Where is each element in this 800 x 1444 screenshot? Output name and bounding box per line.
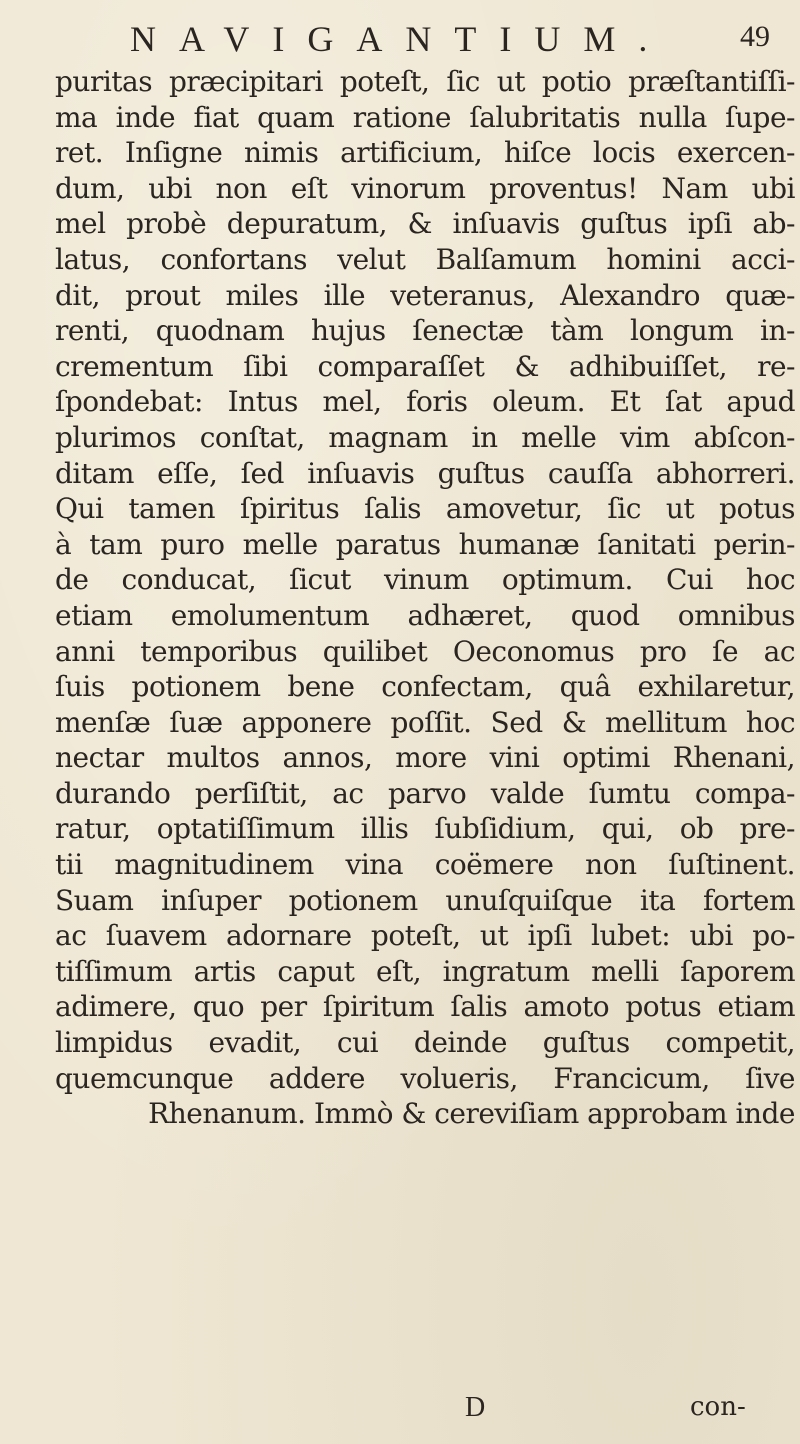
text-line: ret. Inſigne nimis artificium, hiſce locis exercen- — [55, 136, 795, 170]
signature-mark: D — [465, 1392, 486, 1423]
text-line: renti, quodnam hujus ſenectæ tàm longum in- — [55, 314, 795, 348]
text-line: tiſſimum artis caput eſt, ingratum melli ſaporem — [55, 954, 795, 988]
text-line: adimere, quo per ſpiritum ſalis amoto potus etiam — [55, 990, 795, 1024]
text-line: plurimos conſtat, magnam in melle vim abſcon- — [55, 420, 795, 454]
text-line: Rhenanum. Immò & cereviſiam approbam inde — [148, 1097, 795, 1131]
text-line: dit, prout miles ille veteranus, Alexandro quæ- — [55, 278, 795, 312]
text-line: dum, ubi non eſt vinorum proventus! Nam ubi — [55, 171, 795, 205]
text-line: latus, confortans velut Balſamum homini acci- — [55, 242, 795, 276]
text-line: puritas præcipitari poteſt, ſic ut potio præſtantiſſi- — [55, 65, 795, 98]
text-line: ditam eſſe, ſed inſuavis guſtus cauſſa abhorreri. — [55, 456, 795, 490]
text-line: à tam puro melle paratus humanæ ſanitati perin- — [55, 527, 795, 561]
text-line: anni temporibus quilibet Oeconomus pro ſe ac — [55, 634, 795, 668]
text-line: ſpondebat: Intus mel, foris oleum. Et ſat apud — [55, 385, 795, 419]
text-line: crementum ſibi comparaſſet & adhibuiſſet, re- — [55, 349, 795, 383]
text-line: de conducat, ſicut vinum optimum. Cui hoc — [55, 563, 795, 597]
text-line: mel probè depuratum, & inſuavis guſtus ipſi ab- — [55, 207, 795, 241]
text-line: nectar multos annos, more vini optimi Rhenani, — [55, 741, 795, 775]
catchword: con- — [690, 1392, 746, 1422]
text-line: Suam inſuper potionem unuſquiſque ita fortem — [55, 883, 795, 917]
page-number: 49 — [740, 20, 770, 53]
text-line: tii magnitudinem vina coëmere non ſuſtinent. — [55, 848, 795, 882]
text-line: Qui tamen ſpiritus ſalis amovetur, ſic ut potus — [55, 492, 795, 526]
text-line: ma inde fiat quam ratione ſalubritatis nulla ſupe- — [55, 100, 795, 134]
text-line: limpidus evadit, cui deinde guſtus competit, — [55, 1026, 795, 1060]
text-line: quemcunque addere volueris, Francicum, ſive — [55, 1061, 795, 1095]
text-line: durando perſiſtit, ac parvo valde ſumtu compa- — [55, 776, 795, 810]
text-line: ratur, optatiſſimum illis ſubſidium, qui, ob pre- — [55, 812, 795, 846]
text-line: ſuis potionem bene confectam, quâ exhilaretur, — [55, 670, 795, 704]
text-line: ac ſuavem adornare poteſt, ut ipſi lubet: ubi po- — [55, 919, 795, 953]
running-head: NAVIGANTIUM. — [130, 19, 671, 59]
body-text — [55, 64, 795, 1132]
text-line: menſæ ſuæ apponere poſſit. Sed & mellitum hoc — [55, 705, 795, 739]
page-footer — [0, 1392, 800, 1432]
page-header — [130, 18, 770, 66]
text-line: etiam emolumentum adhæret, quod omnibus — [55, 598, 795, 632]
